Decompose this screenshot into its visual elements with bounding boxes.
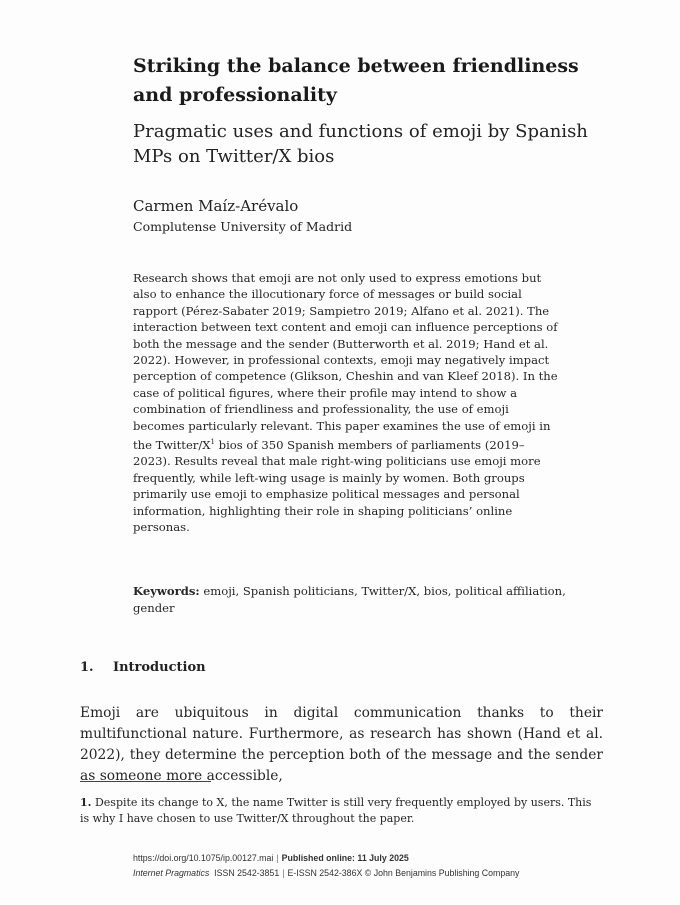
abstract-text-1: Research shows that emoji are not only used to express emotions but also to enhance the illocutionary force of messages or build social rapport (Pérez-Sabater 2019; Sampietro 2019; Alfano et al. 2021). The interaction between text content and emoji can influence perceptions of both the message and the sender (Butterworth et al. 2019; Hand et al. 2022). However, in professional contexts, emoji may negatively impact perception of competence (Glikson, Cheshin and van Kleef 2018). In the case of political figures, where their profile may intend to show a combination of friendliness and professionality, the use of emoji becomes particularly relevant. This paper examines the use of emoji in the Twitter/X	[133, 271, 558, 452]
footnote-text: Despite its change to X, the name Twitter is still very frequently employed by users. This is why I have chosen to use Twitter/X throughout the paper.	[80, 796, 592, 825]
keywords-list: emoji, Spanish politicians, Twitter/X, bios, political affiliation, gender	[133, 584, 566, 615]
abstract	[133, 270, 558, 535]
footnote-number: 1.	[80, 796, 92, 809]
footnote-marker: 1	[210, 438, 215, 447]
journal-name: Internet Pragmatics	[133, 868, 210, 878]
eissn-copyright: E-ISSN 2542-386X © John Benjamins Publishing Company	[287, 868, 520, 878]
footer-journal-line: Internet Pragmatics ISSN 2542-3851 | E-ISSN 2542-386X © John Benjamins Publishing Company	[133, 868, 520, 878]
doi-link[interactable]: https://doi.org/10.1075/ip.00127.mai	[133, 853, 274, 863]
introduction-text: Emoji are ubiquitous in digital communication thanks to their multifunctional nature. Furthermore, as research has shown (Hand et al. 2022), they determine the perception both of the message and the sender as someone more accessible,	[80, 705, 603, 784]
publication-date: Published online: 11 July 2025	[281, 853, 409, 863]
article-subtitle: Pragmatic uses and functions of emoji by Spanish MPs on Twitter/X bios	[133, 121, 588, 167]
footnote-divider	[80, 781, 211, 782]
author-name: Carmen Maíz-Arévalo	[133, 197, 299, 215]
abstract-text-2: bios of 350 Spanish members of parliaments (2019–2023). Results reveal that male right-wing politicians use emoji more frequently, while left-wing usage is mainly by women. Both groups primarily use emoji to emphasize political messages and personal information, highlighting their role in shaping politicians’ online personas.	[133, 437, 541, 534]
issn: ISSN 2542-3851	[214, 868, 280, 878]
footnote	[80, 795, 603, 827]
keywords	[133, 583, 578, 616]
keywords-label: Keywords:	[133, 584, 200, 598]
footer-doi-line: https://doi.org/10.1075/ip.00127.mai | Published online: 11 July 2025	[133, 853, 409, 863]
section-number: 1.	[80, 660, 94, 675]
section-title: Introduction	[113, 660, 206, 675]
article-title: Striking the balance between friendliness and professionality	[133, 55, 579, 106]
author-affiliation: Complutense University of Madrid	[133, 219, 353, 234]
